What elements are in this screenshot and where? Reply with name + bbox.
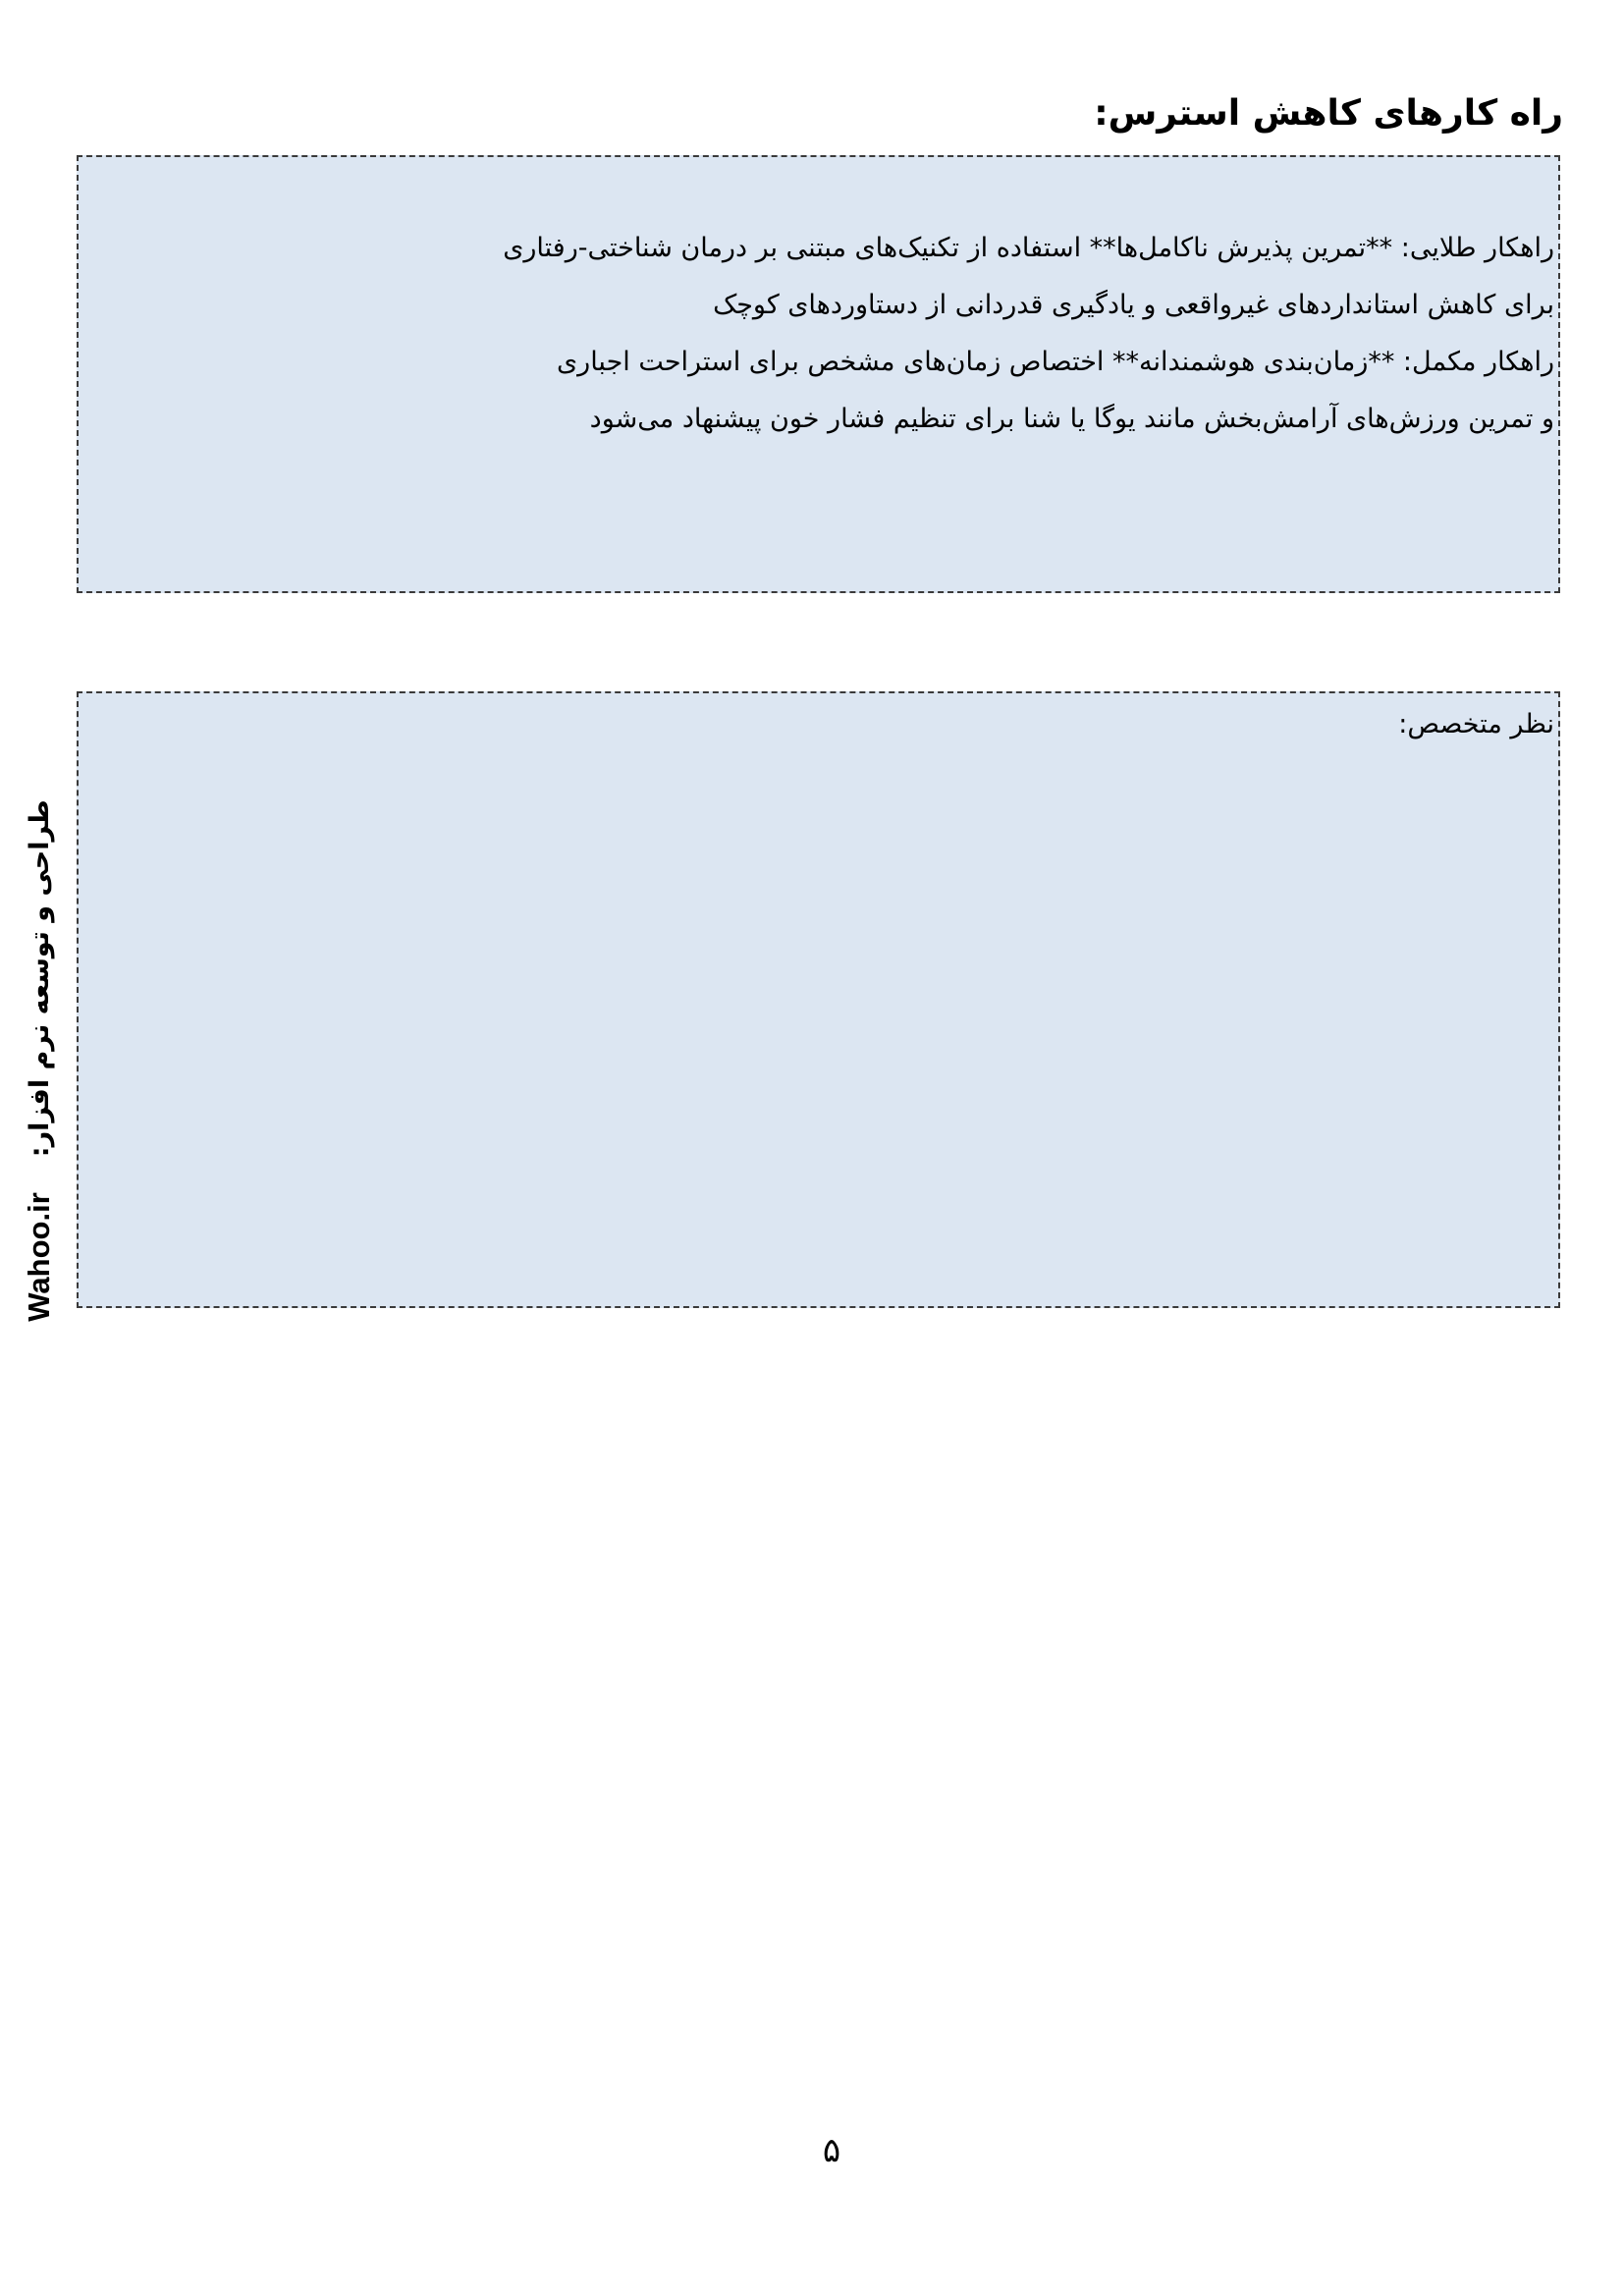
- credit-site: Wahoo.ir: [22, 1192, 56, 1322]
- page-number: ۵: [822, 2131, 841, 2170]
- side-credit: [22, 799, 57, 1321]
- credit-phrase: طراحی و توسعه نرم افزار:: [24, 799, 55, 1158]
- section-title: راه کارهای کاهش استرس:: [1094, 93, 1563, 134]
- solution-line: راهکار مکمل: **زمان‌بندی هوشمندانه** اختصاص زمان‌های مشخص برای استراحت اجباری: [557, 347, 1554, 377]
- solution-line: و تمرین ورزش‌های آرامش‌بخش مانند یوگا یا شنا برای تنظیم فشار خون پیشنهاد می‌شود: [589, 404, 1554, 434]
- solution-line: راهکار طلایی: **تمرین پذیرش ناکامل‌ها** استفاده از تکنیک‌های مبتنی بر درمان شناختی-رفتاری: [503, 233, 1554, 263]
- solution-line: برای کاهش استانداردهای غیرواقعی و یادگیری قدردانی از دستاوردهای کوچک: [713, 290, 1554, 320]
- stress-solutions-box: [77, 155, 1560, 593]
- expert-opinion-label: نظر متخصص:: [1398, 709, 1554, 739]
- expert-opinion-box: [77, 691, 1560, 1308]
